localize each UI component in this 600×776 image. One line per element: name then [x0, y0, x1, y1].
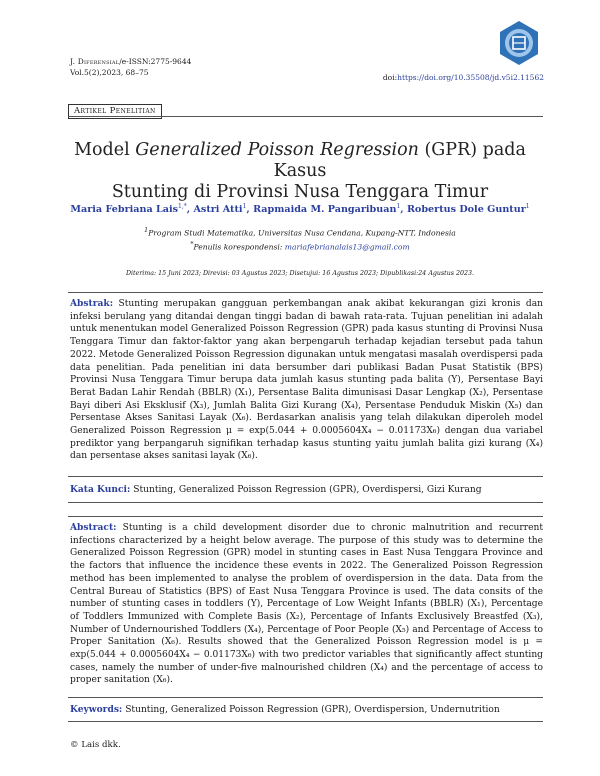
author-sep: ,: [246, 204, 254, 216]
doi-prefix: doi:: [382, 73, 398, 82]
author-3: Rapmaida M. Pangaribuan: [253, 204, 397, 216]
affiliation-program-line: [60, 225, 540, 239]
author-sep: ,: [186, 204, 194, 216]
journal-logo-icon: [496, 20, 542, 66]
title-part1: Model: [74, 140, 136, 160]
title-part2: (GPR) pada Kasus: [273, 140, 526, 181]
keywords-block: [70, 704, 543, 715]
author-2-sup: 1: [242, 203, 247, 210]
keywords-text: Stunting, Generalized Poisson Regression (GPR), Overdispersion, Undernutrition: [125, 705, 500, 715]
abstract-en-text: Stunting is a child development disorder due to chronic malnutrition and recurrent infections characterized by a height below average. The purpose of this study was to determine the Generalized Poisson Regression (GPR) model in stunting cases in East Nusa Tenggara Province and the factors that influence the incidence these events in 2022. The Generalized Poisson Regression method has been implemented to analyse the problem of overdispersion in the data. Data from the Central Bureau of Statistics (BPS) of East Nusa Tenggara Province is used. The data consits of the number of stunting cases in toddlers (Y), Percentage of Low Weight Infants (BBLR) (X₁), Percentage of Toddlers Immunized with Complete Basis (X₂), Percentage of Infants Exclusively Breastfed (X₃), Number of Undernourished Toddlers (X₄), Percentage of Poor People (X₅) and Percentage of Access to Proper Sanitation (X₆). Results showed that the Generalized Poisson Regression model is μ = exp(5.044 + 0.0005604X₄ − 0.01173X₆) with two predictor variables that significantly affect stunting cases, namely the number of under-five malnourished children (X₄) and the percentage of access to proper sanitation (X₆).: [70, 523, 543, 686]
affiliation-correspondent-line: [60, 239, 540, 253]
correspondent-email-link[interactable]: mariafebrianalais13@gmail.com: [284, 242, 410, 252]
keywords-label: Keywords:: [70, 704, 123, 715]
author-list: [60, 203, 540, 215]
journal-header: [70, 56, 191, 78]
author-4-sup: 1: [525, 203, 530, 210]
author-3-sup: 1: [396, 203, 401, 210]
kata-kunci-text: Stunting, Generalized Poisson Regression (GPR), Overdispersi, Gizi Kurang: [133, 485, 482, 495]
affiliations: [60, 225, 540, 252]
journal-name: J. Diferensial: [70, 57, 120, 66]
title-line2: Stunting di Provinsi Nusa Tenggara Timur: [111, 182, 489, 202]
abstrak-text: Stunting merupakan gangguan perkembangan anak akibat kekurangan gizi kronis dan infeksi berulang yang ditandai dengan tinggi badan di bawah rata-rata. Tujuan penelitian ini adalah untuk menentukan model Generalized Poisson Regression (GPR) pada kasus stunting di Provinsi Nusa Tenggara Timur dan faktor-faktor yang akan berpengaruh terhadap kejadian tersebut pada tahun 2022. Metode Generalized Poisson Regression digunakan untuk mengatasi masalah overdispersi pada data penelitian. Pada penelitian ini data bersumber dari publikasi Badan Pusat Statistik (BPS) Provinsi Nusa Tenggara Timur berupa data jumlah kasus stunting pada balita (Y), Persentase Bayi Berat Badan Lahir Rendah (BBLR) (X₁), Persentase Balita dimunisasi Dasar Lengkap (X₂), Persentase Bayi diberi Asi Eksklusif (X₃), Jumlah Balita Gizi Kurang (X₄), Persentase Penduduk Miskin (X₅) dan Persentase Akses Sanitasi Layak (X₆). Berdasarkan analisis yang telah dilakukan diperoleh model Generalized Poisson Regression μ = exp(5.044 + 0.0005604X₄ − 0.01173X₆) dengan dua variabel prediktor yang berpangaruh signifikan terhadap kasus stunting yaitu jumlah balita gizi kurang (X₄) dan persentase akses sanitasi layak (X₆).: [70, 299, 543, 462]
author-1-sup: 1,*: [178, 203, 187, 210]
keywords-divider: [68, 721, 543, 722]
header-divider: [68, 116, 543, 117]
correspondent-label: Penulis korespondensi:: [193, 242, 285, 252]
abstrak-label: Abstrak:: [70, 298, 114, 309]
kata-kunci-divider: [68, 502, 543, 503]
paper-title: [70, 140, 530, 203]
affiliation-program: Program Studi Matematika, Universitas Nusa Cendana, Kupang-NTT, Indonesia: [148, 228, 456, 238]
publication-dates: Diterima: 15 Juni 2023; Direvisi: 03 Agustus 2023; Disetujui: 16 Agustus 2023; Dipublikasi:24 Agustus 2023.: [125, 270, 475, 277]
abstrak-top-divider: [68, 292, 543, 293]
affiliation-sup: 1: [144, 227, 149, 234]
abstract-top-divider: [68, 516, 543, 517]
journal-issn: /e-ISSN:2775-9644: [119, 57, 192, 66]
abstrak-bottom-divider: [68, 476, 543, 477]
abstract-en-block: [70, 522, 543, 687]
abstract-bottom-divider: [68, 697, 543, 698]
copyright-notice: © Lais dkk.: [70, 740, 121, 750]
journal-issn-line: [70, 56, 191, 67]
doi-link[interactable]: https://doi.org/10.35508/jd.v5i2.11562: [397, 73, 544, 82]
abstrak-block: [70, 298, 543, 463]
abstract-en-label: Abstract:: [70, 522, 117, 533]
article-type-badge: Artikel Penelitian: [68, 104, 162, 119]
journal-volume: Vol.5(2),2023, 68–75: [70, 68, 149, 77]
correspondent-sup: *: [190, 240, 194, 248]
kata-kunci-block: [70, 484, 543, 495]
author-4: Robertus Dole Guntur: [406, 204, 526, 216]
doi-line: [383, 73, 544, 82]
author-2: Astri Atti: [193, 204, 243, 216]
kata-kunci-label: Kata Kunci:: [70, 484, 131, 495]
author-sep: ,: [400, 204, 407, 216]
author-1: Maria Febriana Lais: [70, 204, 179, 216]
title-italic: Generalized Poisson Regression: [135, 140, 419, 160]
